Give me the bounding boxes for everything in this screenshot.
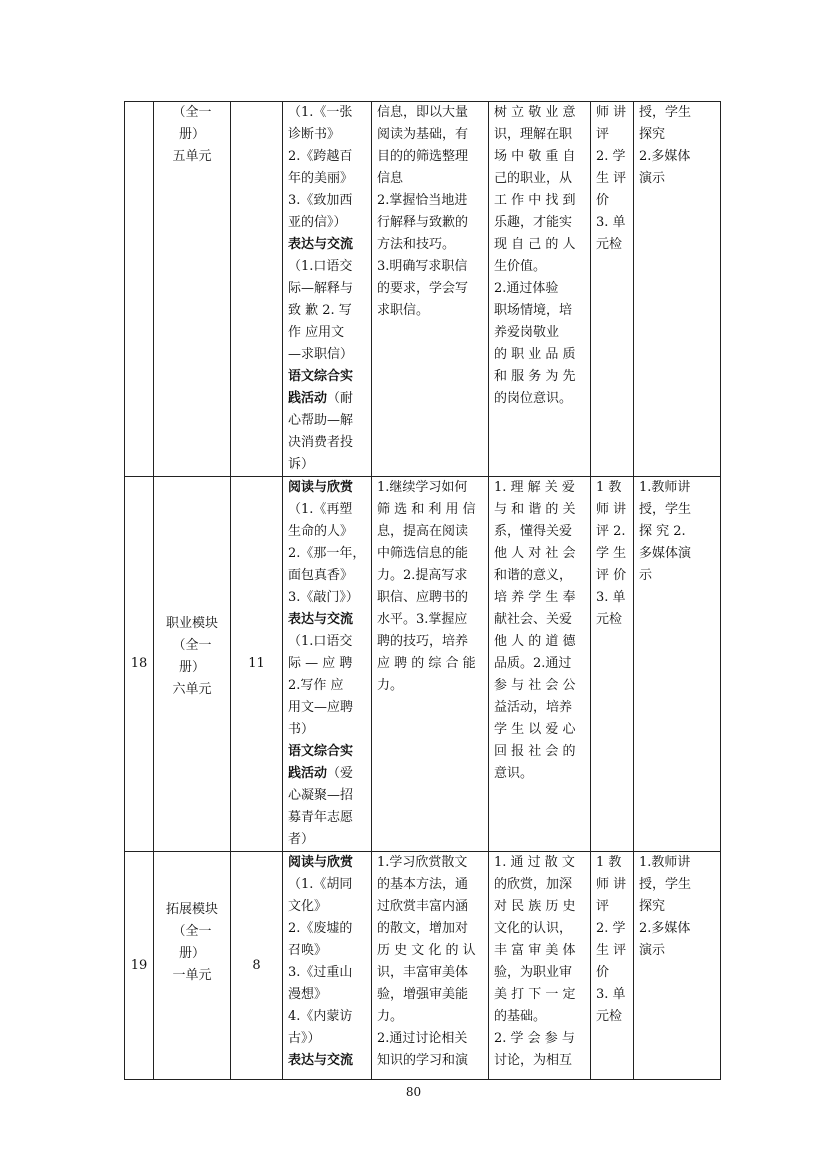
aim-line: 1. 理 解 关 爱 [494,480,575,495]
content-line: 践活动（耐 [288,391,354,406]
content-line: 2.《废墟的 [288,921,353,936]
aim-line: 丰 富 审 美 体 [494,943,576,958]
evaluation-line: 元检 [596,612,623,627]
aim-line: 的欣赏，加深 [494,877,573,892]
module-cell [154,477,231,852]
aim-line: 与 和 谐 的 关 [494,502,576,517]
row-number: 18 [130,656,148,671]
objective-line: 力。 [377,1009,404,1024]
objectives-cell [372,102,489,477]
curriculum-table [124,101,721,1080]
objective-line: 息，提高在阅读 [377,524,469,539]
evaluation-line: 元检 [596,237,623,252]
aim-line: 益活动，培养 [494,700,573,715]
content-cell [283,102,372,477]
aim-line: 和谐的意义， [494,568,573,583]
objective-line: 筛 选 和 利 用 信 [377,502,476,517]
aims-cell [489,102,591,477]
method-line: 探究 [639,899,666,914]
module-line: 拓展模块 [165,902,218,917]
aim-line: 现 自 己 的 人 [494,237,576,252]
objective-line: 职信、应聘书的 [377,590,469,605]
methods-cell [634,852,721,1080]
aim-line: 美 打 下 一 定 [494,987,576,1002]
module-line: 五单元 [172,149,212,164]
evaluation-cell [591,477,634,852]
aim-line: 2.通过体验 [494,281,559,296]
module-line: 册） [178,127,205,142]
evaluation-line: 师 讲 [596,105,627,120]
content-line: 漫想》 [288,987,328,1002]
content-line: 践活动（爱 [288,766,354,781]
content-line: 3.《敲门》） [288,590,359,605]
method-line: 探 究 2. [639,524,686,539]
module-line: 册） [178,946,205,961]
objective-line: 中筛选信息的能 [377,546,469,561]
row-number-cell [125,477,154,852]
method-line: 多媒体演 [639,546,692,561]
aim-line: 工 作 中 找 到 [494,193,576,208]
objective-line: 验，增强审美能 [377,987,469,1002]
aim-line: 职场情境，培 [494,303,573,318]
content-line: 者） [288,832,315,847]
content-line: 语文综合实 [288,369,354,384]
methods-cell [634,102,721,477]
content-line: 2.《跨越百 [288,149,353,164]
content-line: —求职信） [288,347,354,362]
content-line: 古》） [288,1031,321,1046]
evaluation-line: 3. 单 [596,987,626,1002]
content-line: 2.《那一年， [288,546,366,561]
content-line: 诊断书》 [288,127,341,142]
content-line: （1.《胡同 [288,877,353,892]
objectives-cell [372,477,489,852]
content-line: 作 应用文 [288,325,345,340]
content-cell [283,852,372,1080]
objective-line: 1.继续学习如何 [377,480,468,495]
method-line: 示 [639,568,653,583]
method-line: 演示 [639,943,666,958]
aim-line: 场 中 敬 重 自 [494,149,576,164]
method-line: 1.教师讲 [639,855,691,870]
evaluation-line: 价 [596,965,610,980]
aim-line: 参 与 社 会 公 [494,678,576,693]
module-line: 六单元 [172,682,212,697]
content-line: 生命的人》 [288,524,354,539]
module-cell [154,852,231,1080]
method-line: 授，学生 [639,877,692,892]
content-line: 阅读与欣赏 [288,480,354,495]
method-line: 授，学生 [639,105,692,120]
method-line: 2.多媒体 [639,921,691,936]
page-number: 80 [405,1085,422,1099]
content-line: （1.《一张 [288,105,353,120]
objective-line: 3.明确写求职信 [377,259,468,274]
content-line: （1.口语交 [288,634,353,649]
row-number: 19 [130,957,148,973]
objective-line: 信息，即以大量 [377,105,469,120]
content-line: 表达与交流 [288,612,354,627]
content-line: （1.口语交 [288,259,353,274]
evaluation-line: 评 [596,127,610,142]
aim-line: 品质。2.通过 [494,656,572,671]
content-line: 召唤》 [288,943,328,958]
content-line: 书） [288,722,315,737]
aim-line: 养爱岗敬业 [494,325,560,340]
aim-line: 识，理解在职 [494,127,573,142]
content-line: 表达与交流 [288,237,354,252]
evaluation-line: 师 讲 [596,877,627,892]
evaluation-line: 3. 单 [596,215,626,230]
content-line: 募青年志愿 [288,810,354,825]
content-line: 文化》 [288,899,328,914]
method-line: 探究 [639,127,666,142]
content-line: 面包真香》 [288,568,354,583]
row-number-cell [125,102,154,477]
evaluation-line: 学 生 [596,546,627,561]
evaluation-line: 评 [596,899,610,914]
aim-line: 乐趣，才能实 [494,215,573,230]
aim-line: 和 服 务 为 先 [494,369,576,384]
content-cell [283,477,372,852]
evaluation-line: 元检 [596,1009,623,1024]
aim-line: 他 人 的 道 德 [494,634,576,649]
objective-line: 目的的筛选整理 [377,149,469,164]
objective-line: 2.通过讨论相关 [377,1031,468,1046]
hours-cell [231,477,283,852]
hours-cell [231,102,283,477]
aim-line: 的 职 业 品 质 [494,347,576,362]
content-line: 诉） [288,457,315,472]
objective-line: 的散文，增加对 [377,921,469,936]
content-line: 3.《过重山 [288,965,353,980]
aim-line: 文化的认识， [494,921,573,936]
aims-cell [489,477,591,852]
objective-line: 力。 [377,678,404,693]
aim-line: 学 生 以 爱 心 [494,722,576,737]
objective-line: 的基本方法，通 [377,877,469,892]
objective-line: 水平。3.掌握应 [377,612,468,627]
objective-line: 聘的技巧，培养 [377,634,469,649]
objective-line: 方法和技巧。 [377,237,456,252]
aim-line: 意识。 [494,766,534,781]
objective-line: 阅读为基础，有 [377,127,469,142]
table-row [125,102,721,477]
content-line: 心帮助—解 [288,413,354,428]
content-line: 致 歉 2. 写 [288,303,352,318]
evaluation-line: 3. 单 [596,590,626,605]
module-cell [154,102,231,477]
hours: 8 [252,957,261,973]
evaluation-cell [591,102,634,477]
methods-cell [634,477,721,852]
method-line: 1.教师讲 [639,480,691,495]
aim-line: 对 民 族 历 史 [494,899,576,914]
content-line: 语文综合实 [288,744,354,759]
evaluation-cell [591,852,634,1080]
aim-line: 讨论，为相互 [494,1053,573,1068]
aim-line: 2. 学 会 参 与 [494,1031,575,1046]
objective-line: 历 史 文 化 的 认 [377,943,476,958]
content-line: 心凝聚—招 [288,788,354,803]
objective-line: 力。2.提高写求 [377,568,468,583]
aim-line: 他 人 对 社 会 [494,546,576,561]
aim-line: 回 报 社 会 的 [494,744,576,759]
aim-line: 生价值。 [494,259,547,274]
content-line: 表达与交流 [288,1053,354,1068]
content-line: 阅读与欣赏 [288,855,354,870]
hours-cell [231,852,283,1080]
objective-line: 2.掌握恰当地进 [377,193,468,208]
evaluation-line: 评 价 [596,568,627,583]
aim-line: 的岗位意识。 [494,391,573,406]
content-line: 3.《致加西 [288,193,353,208]
module-line: （全一 [172,638,212,653]
module-line: 一单元 [172,968,212,983]
method-line: 演示 [639,171,666,186]
aim-line: 系，懂得关爱 [494,524,573,539]
objective-line: 求职信。 [377,303,430,318]
module-line: （全一 [172,105,212,120]
content-line: 际 — 应 聘 [288,656,353,671]
table-row [125,852,721,1080]
evaluation-line: 评 2. [596,524,626,539]
content-line: 4.《内蒙访 [288,1009,353,1024]
objective-line: 过欣赏丰富内涵 [377,899,469,914]
hours: 11 [248,656,265,671]
evaluation-line: 生 评 [596,171,627,186]
aim-line: 1. 通 过 散 文 [494,855,575,870]
aims-cell [489,852,591,1080]
table-row [125,477,721,852]
objective-line: 的要求，学会写 [377,281,469,296]
content-line: 决消费者投 [288,435,354,450]
method-line: 授，学生 [639,502,692,517]
objective-line: 信息 [377,171,404,186]
module-line: 职业模块 [165,616,218,631]
aim-line: 验，为职业审 [494,965,573,980]
objective-line: 识，丰富审美体 [377,965,469,980]
content-line: （1.《再塑 [288,502,353,517]
evaluation-line: 1 教 [596,855,622,870]
evaluation-line: 师 讲 [596,502,627,517]
aim-line: 培 养 学 生 奉 [494,590,576,605]
evaluation-line: 1 教 [596,480,622,495]
objective-line: 知识的学习和演 [377,1053,469,1068]
evaluation-line: 2. 学 [596,149,626,164]
objectives-cell [372,852,489,1080]
method-line: 2.多媒体 [639,149,691,164]
aim-line: 树 立 敬 业 意 [494,105,576,120]
module-line: 册） [178,660,205,675]
row-number-cell [125,852,154,1080]
content-line: 际—解释与 [288,281,354,296]
evaluation-line: 价 [596,193,610,208]
evaluation-line: 生 评 [596,943,627,958]
aim-line: 的基础。 [494,1009,547,1024]
content-line: 亚的信》） [288,215,347,230]
aim-line: 献社会、关爱 [494,612,573,627]
content-line: 2.写作 应 [288,678,344,693]
aim-line: 己的职业，从 [494,171,573,186]
objective-line: 行解释与致歉的 [377,215,469,230]
module-line: （全一 [172,924,212,939]
content-line: 用文—应聘 [288,700,354,715]
evaluation-line: 2. 学 [596,921,626,936]
objective-line: 1.学习欣赏散文 [377,855,468,870]
content-line: 年的美丽》 [288,171,354,186]
objective-line: 应 聘 的 综 合 能 [377,656,476,671]
